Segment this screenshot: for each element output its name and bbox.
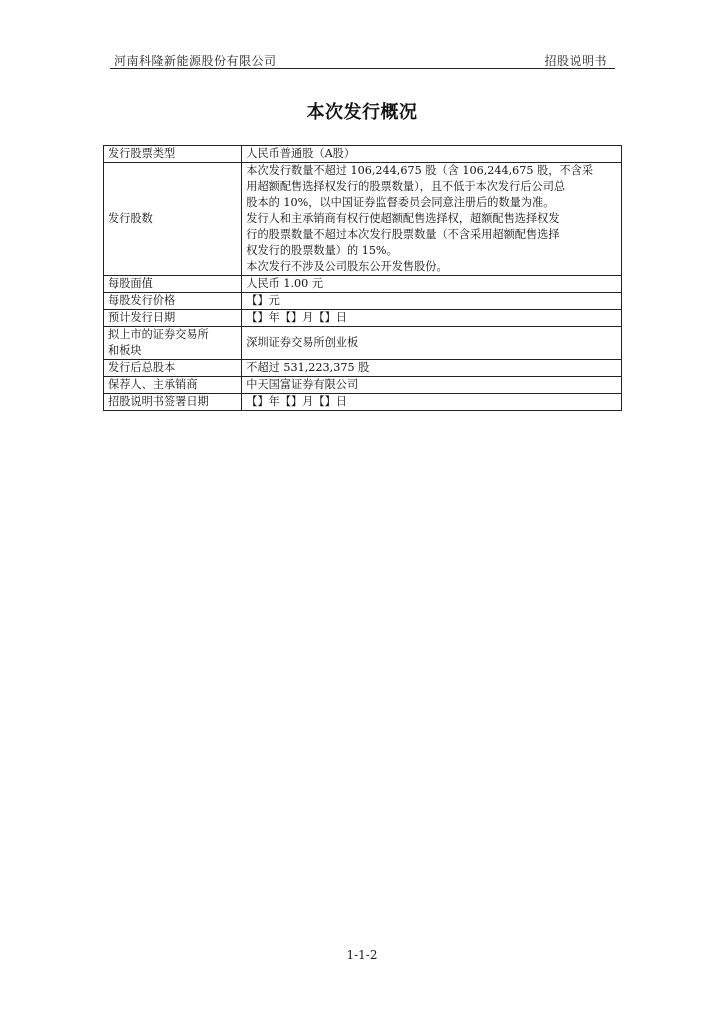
- row-value: 不超过 531,223,375 股: [242, 360, 622, 377]
- value-line: 股本的 10%，以中国证券监督委员会同意注册后的数量为准。: [246, 196, 555, 209]
- table-row: [104, 293, 622, 310]
- row-value: 【】元: [242, 293, 622, 310]
- table-row: [104, 146, 622, 163]
- table-row: [104, 276, 622, 293]
- table-row: [104, 377, 622, 394]
- row-value: 【】年【】月【】日: [242, 310, 622, 327]
- row-value: 深圳证券交易所创业板: [242, 327, 622, 360]
- value-line: 用超额配售选择权发行的股票数量），且不低于本次发行后公司总: [246, 180, 566, 193]
- row-value: [242, 163, 622, 276]
- row-label: 发行股票类型: [104, 146, 242, 163]
- label-line: 和板块: [108, 344, 142, 357]
- document-title: 本次发行概况: [306, 102, 418, 123]
- header-document-type: 招股说明书: [544, 54, 607, 68]
- page-header: [110, 50, 615, 69]
- row-label: 发行后总股本: [104, 360, 242, 377]
- page-number: 1-1-2: [346, 948, 378, 962]
- row-value: 中天国富证券有限公司: [242, 377, 622, 394]
- table-row: [104, 360, 622, 377]
- row-label: 保荐人、主承销商: [104, 377, 242, 394]
- value-line: 本次发行数量不超过 106,244,675 股（含 106,244,675 股，不含采: [246, 164, 594, 177]
- table-row: [104, 394, 622, 411]
- row-label: 招股说明书签署日期: [104, 394, 242, 411]
- table-row: [104, 327, 622, 360]
- row-value: 人民币普通股（A股）: [242, 146, 622, 163]
- table-row: [104, 163, 622, 276]
- header-company-name: 河南科隆新能源股份有限公司: [114, 54, 277, 68]
- offering-overview-table: [103, 145, 622, 411]
- value-line: 权发行的股票数量）的 15%。: [246, 244, 398, 257]
- row-label: [104, 327, 242, 360]
- label-line: 拟上市的证券交易所: [108, 328, 209, 341]
- value-line: 本次发行不涉及公司股东公开发售股份。: [246, 260, 448, 273]
- row-label: 预计发行日期: [104, 310, 242, 327]
- value-line: 发行人和主承销商有权行使超额配售选择权，超额配售选择权发: [246, 212, 560, 225]
- row-label: 每股发行价格: [104, 293, 242, 310]
- value-line: 行的股票数量不超过本次发行股票数量（不含采用超额配售选择: [246, 228, 560, 241]
- row-value: 人民币 1.00 元: [242, 276, 622, 293]
- row-value: 【】年【】月【】日: [242, 394, 622, 411]
- row-label: 发行股数: [104, 163, 242, 276]
- row-label: 每股面值: [104, 276, 242, 293]
- table-row: [104, 310, 622, 327]
